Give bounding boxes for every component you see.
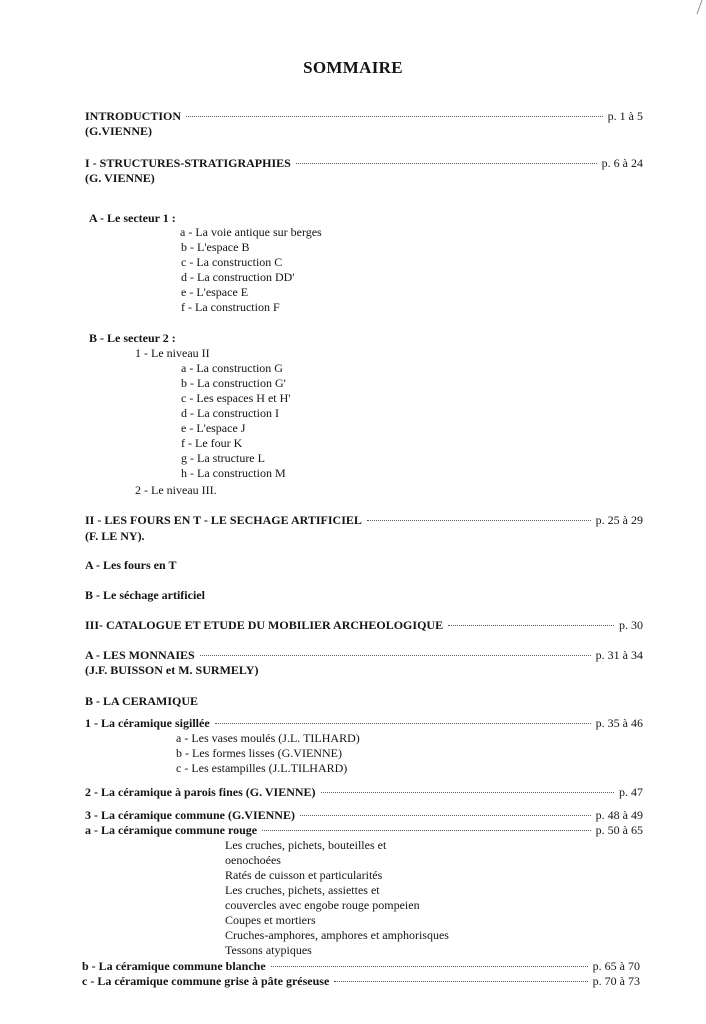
toc-entry-commune-blanche[interactable] — [82, 959, 640, 973]
entry-label: A - LES MONNAIES — [85, 648, 195, 662]
list-item[interactable]: c - La construction C — [181, 255, 283, 269]
page-ref: p. 35 à 46 — [595, 716, 643, 730]
toc-entry-commune[interactable] — [85, 808, 643, 822]
entry-label: II - LES FOURS EN T - LE SECHAGE ARTIFICIEL — [85, 513, 362, 527]
list-item[interactable]: b - La construction G' — [181, 376, 286, 390]
toc-entry-part3[interactable] — [85, 618, 643, 632]
section-fours-en-t[interactable]: A - Les fours en T — [85, 558, 177, 572]
entry-label: 1 - La céramique sigillée — [85, 716, 210, 730]
dot-leader — [321, 792, 614, 793]
list-item[interactable]: d - La construction I — [181, 406, 279, 420]
toc-entry-introduction[interactable] — [85, 109, 643, 123]
dot-leader — [271, 966, 588, 967]
dot-leader — [296, 163, 597, 164]
page-ref: p. 48 à 49 — [595, 808, 643, 822]
dot-leader — [448, 625, 614, 626]
list-item[interactable]: oenochoées — [225, 853, 281, 867]
entry-author: (G.VIENNE) — [85, 124, 153, 138]
list-item[interactable]: h - La construction M — [181, 466, 286, 480]
section-secteur1[interactable]: A - Le secteur 1 : — [89, 211, 176, 225]
toc-entry-part2[interactable] — [85, 513, 643, 527]
toc-entry-monnaies[interactable] — [85, 648, 643, 662]
page-ref: p. 70 à 73 — [592, 974, 640, 988]
toc-entry-sigillee[interactable] — [85, 716, 643, 730]
list-item[interactable]: Les cruches, pichets, bouteilles et — [225, 838, 387, 852]
list-item[interactable]: a - La voie antique sur berges — [180, 225, 322, 239]
list-item[interactable]: e - L'espace E — [181, 285, 249, 299]
page-ref: p. 47 — [619, 785, 643, 799]
entry-author: (F. LE NY). — [85, 529, 145, 543]
list-item-niveau3[interactable]: 2 - Le niveau III. — [135, 483, 217, 497]
list-item[interactable]: b - Les formes lisses (G.VIENNE) — [176, 746, 342, 760]
list-item[interactable]: Coupes et mortiers — [225, 913, 316, 927]
dot-leader — [262, 830, 591, 831]
entry-label: 2 - La céramique à parois fines (G. VIENNE) — [85, 785, 316, 799]
page-ref: p. 1 à 5 — [607, 109, 643, 123]
list-item[interactable]: e - L'espace J — [181, 421, 246, 435]
page-ref: p. 6 à 24 — [601, 156, 643, 170]
entry-label: b - La céramique commune blanche — [82, 959, 266, 973]
toc-entry-part1[interactable] — [85, 156, 643, 170]
list-item[interactable]: a - La construction G — [181, 361, 283, 375]
list-item[interactable]: d - La construction DD' — [181, 270, 295, 284]
entry-label: INTRODUCTION — [85, 109, 182, 123]
list-item[interactable]: c - Les estampilles (J.L.TILHARD) — [176, 761, 348, 775]
section-sechage[interactable]: B - Le séchage artificiel — [85, 588, 205, 602]
entry-author: (G. VIENNE) — [85, 171, 155, 185]
list-item[interactable]: Cruches-amphores, amphores et amphorisques — [225, 928, 449, 942]
page-ref: p. 31 à 34 — [595, 648, 643, 662]
dot-leader — [300, 815, 591, 816]
list-item[interactable]: Les cruches, pichets, assiettes et — [225, 883, 380, 897]
dot-leader — [334, 981, 587, 982]
list-item-niveau2[interactable]: 1 - Le niveau II — [135, 346, 210, 360]
entry-label: 3 - La céramique commune (G.VIENNE) — [85, 808, 295, 822]
section-ceramique[interactable]: B - LA CERAMIQUE — [85, 694, 199, 708]
list-item[interactable]: f - La construction F — [181, 300, 280, 314]
page-ref: p. 50 à 65 — [595, 823, 643, 837]
dot-leader — [215, 723, 591, 724]
page-ref: p. 30 — [619, 618, 643, 632]
dot-leader — [367, 520, 591, 521]
entry-label: a - La céramique commune rouge — [85, 823, 258, 837]
list-item[interactable]: a - Les vases moulés (J.L. TILHARD) — [176, 731, 360, 745]
entry-label: c - La céramique commune grise à pâte gréseuse — [82, 974, 330, 988]
toc-entry-parois-fines[interactable] — [85, 785, 643, 799]
dot-leader — [200, 655, 591, 656]
list-item[interactable]: f - Le four K — [181, 436, 243, 450]
dot-leader — [186, 116, 603, 117]
entry-label: III- CATALOGUE ET ETUDE DU MOBILIER ARCHEOLOGIQUE — [85, 618, 444, 632]
list-item[interactable]: Tessons atypiques — [225, 943, 312, 957]
page-title: SOMMAIRE — [303, 58, 403, 77]
entry-label: I - STRUCTURES-STRATIGRAPHIES — [85, 156, 291, 170]
list-item[interactable]: c - Les espaces H et H' — [181, 391, 291, 405]
scan-mark — [696, 0, 706, 14]
toc-entry-commune-rouge[interactable] — [85, 823, 643, 837]
list-item[interactable]: Ratés de cuisson et particularités — [225, 868, 383, 882]
list-item[interactable]: g - La structure L — [181, 451, 265, 465]
page-ref: p. 65 à 70 — [592, 959, 640, 973]
list-item[interactable]: couvercles avec engobe rouge pompeien — [225, 898, 420, 912]
page-ref: p. 25 à 29 — [595, 513, 643, 527]
section-secteur2[interactable]: B - Le secteur 2 : — [89, 331, 176, 345]
toc-entry-commune-grise[interactable] — [82, 974, 640, 988]
list-item[interactable]: b - L'espace B — [181, 240, 250, 254]
entry-author: (J.F. BUISSON et M. SURMELY) — [85, 663, 259, 677]
